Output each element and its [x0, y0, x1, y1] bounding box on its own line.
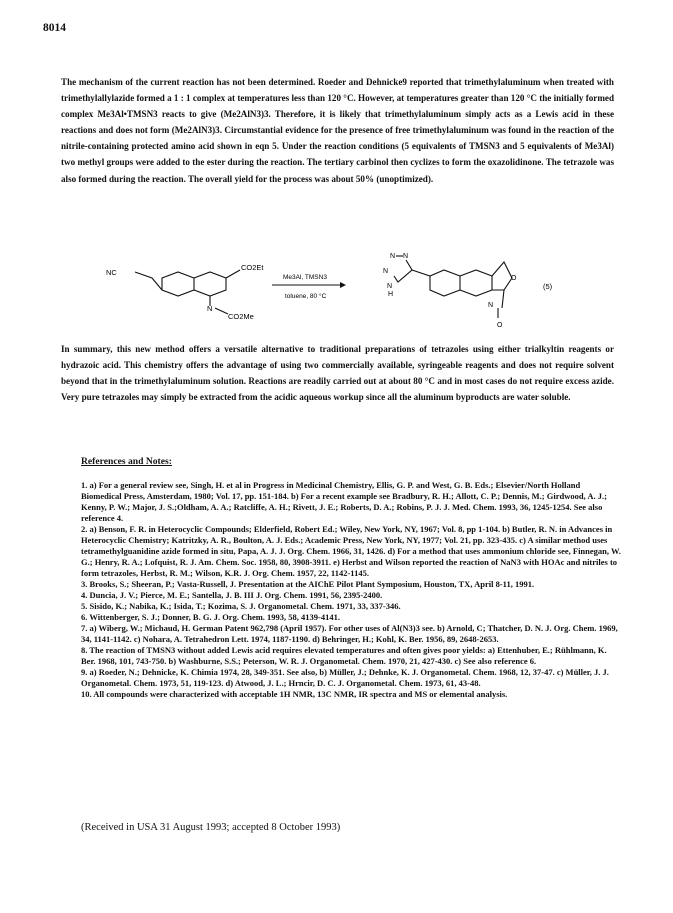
nc-label: NC [106, 268, 117, 277]
reference-item: 9. a) Roeder, N.; Dehnicke, K. Chimia 1974, 28, 349-351. See also, b) Müller, J.; Dehnke, K. J. Organometal. Chem. 1968, 12, 37-47. c) Müller, J. J. Organometal. Chem. 1973, 51, 119-123. d) Atwood, J. L.; Hrncir, D. C. J. Organometal. Chem. 1973, 61, 43-48. [81, 667, 609, 688]
reference-item: 2. a) Benson, F. R. in Heterocyclic Compounds; Elderfield, Robert Ed.; Wiley, New York, NY, 1967; Vol. 8, pp 1-104. b) Butler, R. N. in Advances in Heterocyclic Chemistry; Katritzky, A. R., Boulton, A. J. Eds.; Academic Press, New York, NY, 1977; Vol. 21, pp. 323-435. c) A similar method uses tetramethylguanidine azide formed in situ, Papa, A. J. J. Org. Chem. 1966, 31, 1426. d) For a method that uses ammonium chloride see, Finnegan, W. G.; Henry, R. A.; Lofquist, R. J. Am. Chem. Soc. 1958, 80, 3908-3911. e) Herbst and Wilson reported the reaction of NaN3 with HOAc and nitriles to form tetrazoles, Herbst, R. M.; Wilson, K.R. J. Org. Chem. 1957, 22, 1142-1145. [81, 524, 621, 578]
reference-item: 7. a) Wiberg, W.; Michaud, H. German Patent 962,798 (April 1957). For other uses of Al(N3)3 see. b) Arnold, C; Thatcher, D. N. J. Org. Chem. 1969, 34, 1141-1142. c) Nohara, A. Tetrahedron Lett. 1974, 1187-1190. d) Behringer, H.; Kohl, K. Ber. 1956, 89, 2648-2653. [81, 623, 618, 644]
page-number: 8014 [43, 22, 66, 34]
reference-item: 4. Duncia, J. V.; Pierce, M. E.; Santella, J. B. III J. Org. Chem. 1991, 56, 2395-2400. [81, 590, 383, 600]
references-list [81, 480, 621, 700]
tetrazole-n1: N [390, 253, 396, 260]
mechanism-paragraph: The mechanism of the current reaction has not been determined. Roeder and Dehnicke9 reported that trimethylaluminum when treated with trimethylallylazide formed a 1 : 1 complex at temperatures less than 120 °C. However, at temperatures greater than 120 °C the initially formed complex Me3Al•TMSN3 reacts to give (Me2AlN3)3. Therefore, it is likely that trimethylaluminum simply acts as a Lewis acid in these reactions and does not form (Me2AlN3)3. Circumstantial evidence for the presence of free trimethylaluminum was found in the reaction of the nitrile-containing protected amino acid shown in eqn 5. Under the reaction conditions (5 equivalents of TMSN3 and 5 equivalents of Me3Al) two methyl groups were added to the ester during the reaction. The tertiary carbinol then cyclizes to form the oxazolidinone. The tetrazole was also formed during the reaction. The overall yield for the process was about 50% (unoptimized). [61, 77, 614, 184]
co2et-label: CO2Et [241, 263, 264, 272]
reference-item: 8. The reaction of TMSN3 without added Lewis acid requires elevated temperatures and often gives poor yields: a) Ettenhuber, E.; Rühlmann, K. Ber. 1968, 101, 743-750. b) Washburne, S.S.; Peterson, W. R. J. Organometal. Chem. 1970, 21, 427-430. c) See also reference 6. [81, 645, 607, 666]
references-heading: References and Notes: [81, 456, 172, 467]
product-structure [394, 256, 512, 318]
arrowhead-icon [340, 282, 346, 288]
tetrazole-n4: N [387, 283, 393, 290]
reaction-scheme-eqn5 [100, 248, 570, 330]
tetrazole-n3: N [383, 268, 389, 275]
reference-item: 5. Sisido, K.; Nabika, K.; Isida, T.; Kozima, S. J. Organometal. Chem. 1971, 33, 337-346. [81, 601, 401, 611]
summary-paragraph: In summary, this new method offers a versatile alternative to traditional preparations of tetrazoles using either trialkyltin reagents or hydrazoic acid. This chemistry offers the advantage of using two commercially available, syringeable reagents and does not require solvent beyond that in the trimethylaluminum solution. Reactions are readily carried out at about 80 °C and in most cases do not require excess azide. Very pure tetrazoles may simply be extracted from the acidic aqueous workup since all the aluminum byproducts are water soluble. [61, 344, 614, 403]
reference-item: 3. Brooks, S.; Sheeran, P.; Vasta-Russell, J. Presentation at the AIChE Pilot Plant Symposium, Houston, TX, April 8-11, 1991. [81, 579, 535, 589]
reference-item: 6. Wittenberger, S. J.; Donner, B. G. J. Org. Chem. 1993, 58, 4139-4141. [81, 612, 341, 622]
reference-item: 1. a) For a general review see, Singh, H. et al in Progress in Medicinal Chemistry, Ellis, G. P. and West, G. B. Eds.; Elsevier/North Holland Biomedical Press, Amsterdam, 1980; Vol. 17, pp. 151-184. b) For a recent example see Bradbury, R. H.; Allott, C. P.; Dennis, M.; Girdwood, A. J.; Kenny, P. W.; Major, J. S.;Oldham, A. A.; Ratcliffe, A. H.; Rivett, J. E.; Roberts, D. A.; Robins, P. J. J. Med. Chem. 1993, 36, 1245-1254. See also reference 4. [81, 480, 607, 523]
tetrazole-h: H [388, 291, 394, 298]
reference-item: 10. All compounds were characterized with acceptable 1H NMR, 13C NMR, IR spectra and MS or elemental analysis. [81, 689, 508, 699]
product-n-label: N [488, 302, 494, 309]
equation-number: (5) [543, 282, 553, 291]
received-date: (Received in USA 31 August 1993; accepted 8 October 1993) [81, 822, 341, 833]
conditions-label: toluene, 80 °C [285, 293, 327, 300]
tetrazole-n2: N [403, 253, 409, 260]
co2me-label: CO2Me [228, 312, 254, 321]
reactant-structure [135, 270, 240, 314]
ring-o-label: O [511, 275, 517, 282]
n-left-label: N [207, 304, 213, 313]
carbonyl-o-label: O [497, 322, 503, 329]
reagents-label: Me3Al, TMSN3 [283, 274, 327, 281]
